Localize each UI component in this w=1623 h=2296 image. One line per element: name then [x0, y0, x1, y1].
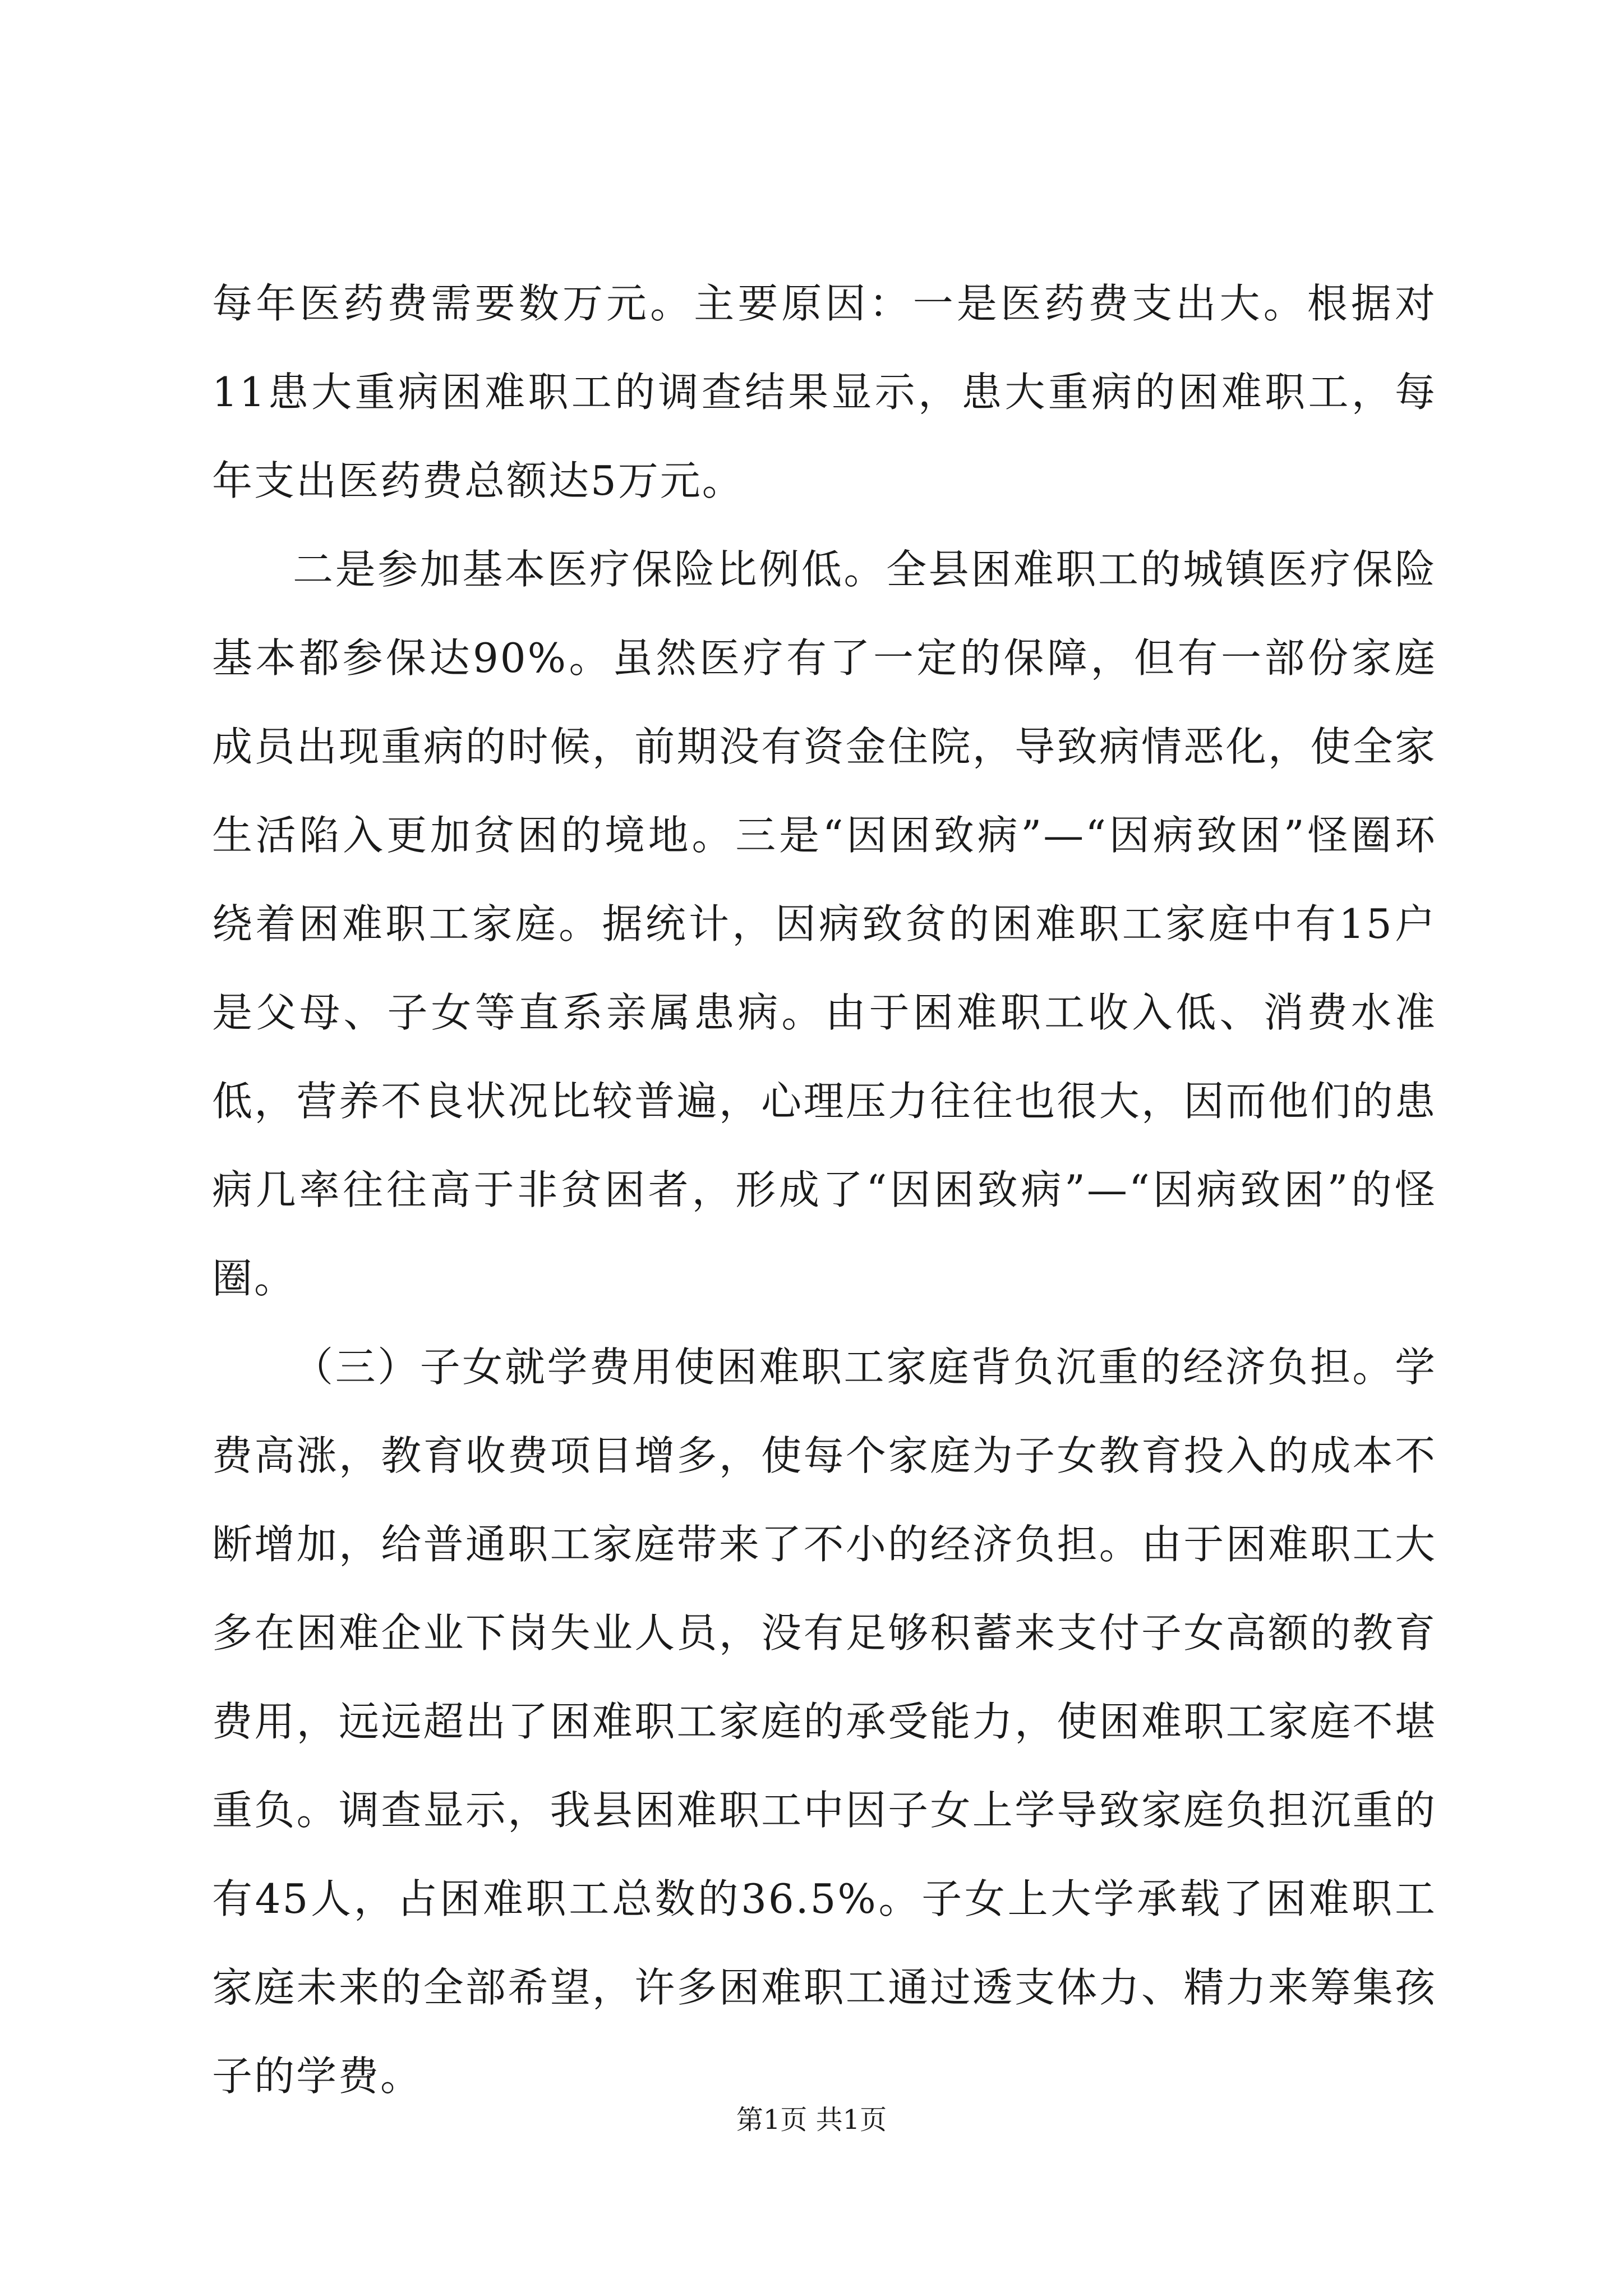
document-body [212, 259, 1437, 2120]
page-footer: 第1页 共1页 [736, 2104, 887, 2136]
paragraph-1: 每年医药费需要数万元。主要原因：一是医药费支出大。根据对11患大重病困难职工的调查结果显示，患大重病的困难职工，每年支出医药费总额达5万元。 [212, 280, 1437, 504]
paragraph-3: （三）子女就学费用使困难职工家庭背负沉重的经济负担。学费高涨，教育收费项目增多，使每个家庭为子女教育投入的成本不断增加，给普通职工家庭带来了不小的经济负担。由于困难职工大多在困难企业下岗失业人员，没有足够积蓄来支付子女高额的教育费用，远远超出了困难职工家庭的承受能力，使困难职工家庭不堪重负。调查显示，我县困难职工中因子女上学导致家庭负担沉重的有45人，占困难职工总数的36.5%。子女上大学承载了困难职工家庭未来的全部希望，许多困难职工通过透支体力、精力来筹集孩子的学费。 [212, 1343, 1437, 2100]
paragraph-2: 二是参加基本医疗保险比例低。全县困难职工的城镇医疗保险基本都参保达90%。虽然医疗有了一定的保障，但有一部份家庭成员出现重病的时候，前期没有资金住院，导致病情恶化，使全家生活陷入更加贫困的境地。三是“因困致病”—“因病致困”怪圈环绕着困难职工家庭。据统计，因病致贫的困难职工家庭中有15户是父母、子女等直系亲属患病。由于困难职工收入低、消费水准低，营养不良状况比较普遍，心理压力往往也很大，因而他们的患病几率往往高于非贫困者，形成了“因困致病”—“因病致困”的怪圈。 [212, 546, 1437, 1302]
